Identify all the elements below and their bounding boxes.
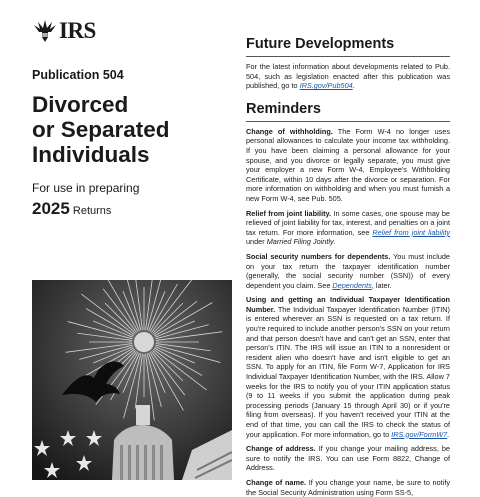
- reminder-text: under: [246, 237, 267, 247]
- title-line: Divorced: [32, 92, 129, 117]
- eagle-icon: [32, 19, 58, 43]
- reminder-text: The Individual Taxpayer Identification Number (ITIN) is entered wherever an SSN is requested on a tax return. If you're required to include another person's SSN on your return and that person doesn't have and can't get an SSN, enter that person's ITIN. The IRS will issue an ITIN to a nonresident or resident alien who doesn't have and isn't eligible to get an SSN. To apply for an ITIN, file Form W-7, Application for IRS Individual Taxpayer Identification Number, with the IRS. Allow 7 weeks for the IRS to notify you of your ITIN application status (9 to 11 weeks if you submit the application during peak processing periods (January 15 through April 30) or if you're filing from overseas). If you haven't received your ITIN at the end of that time, you can call the IRS to check the status of your application. For more information, go to: [246, 304, 450, 439]
- relief-link[interactable]: Relief from joint liability: [372, 227, 450, 237]
- reminder-title: Using and getting an Individual Taxpayer Identification Number.: [246, 295, 450, 314]
- reminder-end: , later.: [371, 280, 392, 290]
- content-column: [246, 36, 450, 497]
- reminder-item: [246, 209, 450, 247]
- reminder-title: Relief from joint liability.: [246, 208, 332, 218]
- dependents-link[interactable]: Dependents: [332, 280, 372, 290]
- paragraph-text: For the latest information about developments related to Pub. 504, such as legislation enacted after this publication was published, go to: [246, 62, 450, 91]
- reminder-italic: Married Filing Jointly: [266, 237, 334, 247]
- irs-logo: [32, 18, 232, 44]
- reminder-text: In some cases, one spouse may be relieved of joint liability for tax, interest, and penalties on a joint tax return. For more information, see: [246, 208, 450, 237]
- page-title: [32, 92, 232, 167]
- reminders-section: [246, 101, 450, 497]
- section-heading: Future Developments: [246, 36, 450, 57]
- reminder-item: [246, 295, 450, 439]
- reminder-text: The Form W-4 no longer uses personal allowances to calculate your income tax withholding. If you have been claiming a personal allowance for your spouse, and you divorce or legally separate, you must give your employer a new Form W-4, Employee's Withholding Certificate, within 10 days after the divorce or separation. For more information on withholding and when you must furnish a new Form W-4, see Pub. 505.: [246, 126, 450, 203]
- paragraph: [246, 62, 450, 91]
- section-heading: Reminders: [246, 101, 450, 122]
- reminder-title: Change of address.: [246, 444, 316, 454]
- reminder-end: .: [333, 237, 336, 247]
- year-suffix: Returns: [69, 205, 112, 217]
- formw7-link[interactable]: IRS.gov/FormW7: [391, 429, 448, 439]
- fireworks-eagle-illustration: [32, 280, 232, 480]
- reminder-item: [246, 444, 450, 473]
- reminder-item: [246, 127, 450, 204]
- reminder-end: .: [447, 429, 450, 439]
- reminder-item: [246, 478, 450, 497]
- reminder-text: You must include on your tax return the taxpayer identification number (generally, the social security number (SSN)) of every dependent you claim. See: [246, 251, 450, 290]
- prep-text: For use in preparing: [32, 181, 140, 195]
- pub504-link[interactable]: IRS.gov/Pub504: [299, 81, 353, 91]
- reminder-title: Change of withholding.: [246, 126, 333, 136]
- logo-text: IRS: [59, 18, 96, 43]
- publication-number: Publication 504: [32, 68, 124, 82]
- year-number: 2025: [32, 199, 70, 218]
- future-developments-section: [246, 36, 450, 91]
- reminder-title: Change of name.: [246, 477, 307, 487]
- title-line: Individuals: [32, 142, 150, 167]
- reminder-text: If you change your mailing address, be sure to notify the IRS. You can use Form 8822, Change of Address.: [246, 444, 450, 473]
- reminder-title: Social security numbers for dependents.: [246, 251, 391, 261]
- reminder-text: If you change your name, be sure to notify the Social Security Administration using Form SS-5,: [246, 477, 450, 497]
- title-line: or Separated: [32, 117, 170, 142]
- reminder-item: [246, 252, 450, 290]
- paragraph-end: .: [352, 81, 355, 91]
- tax-year: [32, 199, 232, 219]
- cover-photo: [32, 280, 232, 480]
- cover-column: [32, 18, 232, 219]
